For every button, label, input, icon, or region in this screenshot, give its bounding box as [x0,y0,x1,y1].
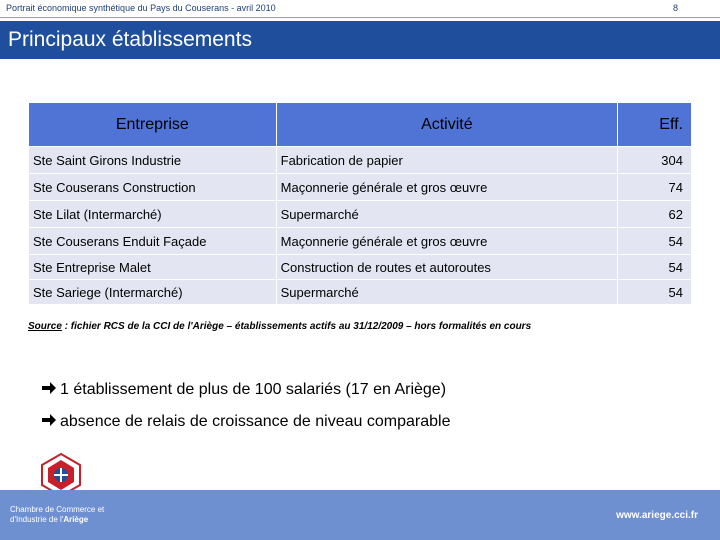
cell-activite: Supermarché [276,201,617,228]
website-link[interactable]: www.ariege.cci.fr [616,510,698,521]
cell-eff: 304 [618,147,692,174]
source-text: : fichier RCS de la CCI de l'Ariège – établissements actifs au 31/12/2009 – hors formalités en cours [61,321,532,332]
cci-name [10,505,104,525]
table-row [29,174,692,201]
table-row [29,228,692,255]
cell-activite: Construction de routes et autoroutes [276,255,617,280]
cell-activite: Maçonnerie générale et gros œuvre [276,228,617,255]
source-label: Source [28,321,62,332]
arrow-right-icon [42,381,56,399]
bullet-text: 1 établissement de plus de 100 salariés (17 en Ariège) [60,381,447,398]
cell-eff: 54 [618,280,692,305]
table-row [29,280,692,305]
cell-entreprise: Ste Saint Girons Industrie [29,147,277,174]
page-number: 8 [672,3,678,13]
cell-entreprise: Ste Sariege (Intermarché) [29,280,277,305]
table-row [29,255,692,280]
cell-eff: 54 [618,255,692,280]
column-header-entreprise: Entreprise [29,103,277,147]
cell-eff: 74 [618,174,692,201]
cell-eff: 54 [618,228,692,255]
footer-bar [0,490,720,540]
header-bar [0,0,720,18]
title-bar [0,21,720,59]
cci-ariege: Ariège [63,515,89,524]
establishments-table [28,102,692,305]
cci-line1: Chambre de Commerce et [10,505,105,514]
cell-entreprise: Ste Lilat (Intermarché) [29,201,277,228]
bullet-item [42,381,446,399]
cell-activite: Maçonnerie générale et gros œuvre [276,174,617,201]
cci-line2: d'Industrie de l' [10,515,64,524]
bullet-item [42,413,450,431]
cell-entreprise: Ste Couserans Construction [29,174,277,201]
table-row [29,201,692,228]
cell-eff: 62 [618,201,692,228]
source-note [28,321,531,332]
cell-activite: Fabrication de papier [276,147,617,174]
arrow-right-icon [42,413,56,431]
cell-entreprise: Ste Couserans Enduit Façade [29,228,277,255]
bullet-text: absence de relais de croissance de niveau comparable [60,413,451,430]
table-header-row [29,103,692,147]
column-header-activite: Activité [276,103,617,147]
cell-entreprise: Ste Entreprise Malet [29,255,277,280]
page-title: Principaux établissements [8,28,252,51]
column-header-eff: Eff. [618,103,692,147]
header-text: Portrait économique synthétique du Pays du Couserans - avril 2010 [6,3,276,13]
table-row [29,147,692,174]
cell-activite: Supermarché [276,280,617,305]
